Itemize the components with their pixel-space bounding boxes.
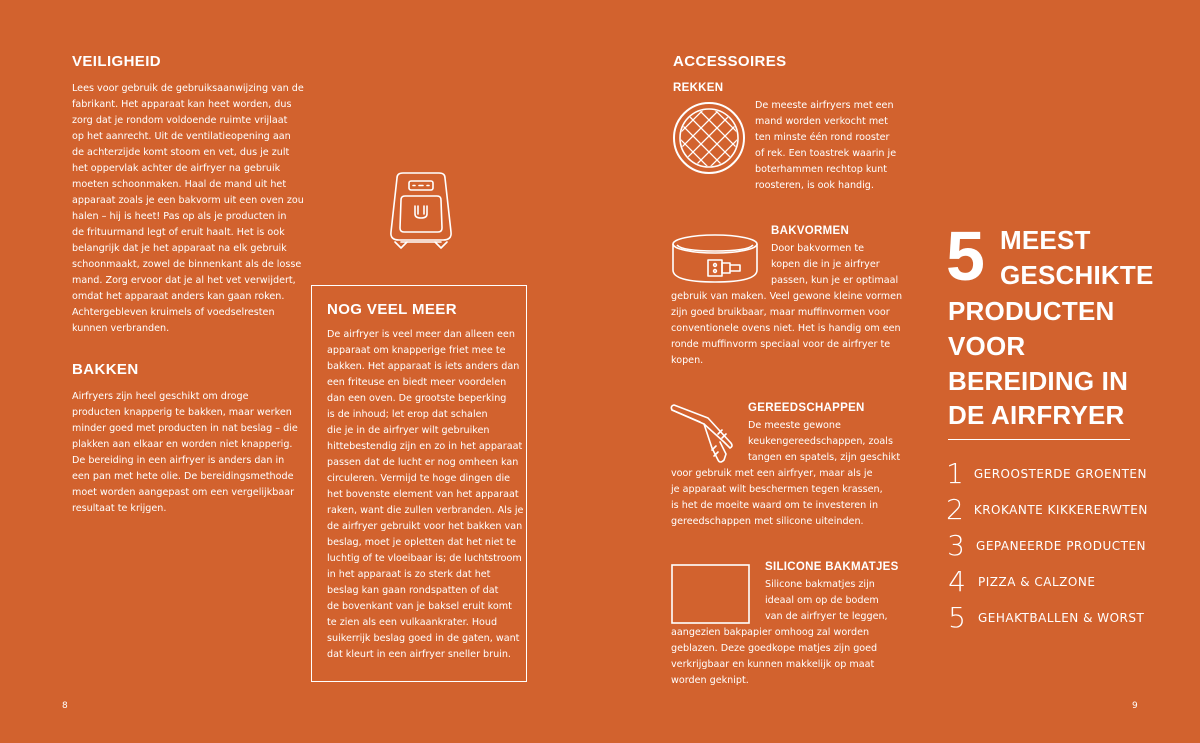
- list-item: [946, 492, 1146, 528]
- page-number-right: 9: [1132, 701, 1138, 711]
- nog-veel-meer-heading: NOG VEEL MEER: [327, 301, 457, 318]
- text-line: passen, kun je er optimaal: [771, 275, 899, 286]
- text-line: is het de moeite waard om te investeren in: [671, 500, 879, 511]
- text-line: circuleren. Vermijd te hoge dingen die: [327, 473, 511, 484]
- text-line: dat kleurt in een airfryer sneller bruin.: [327, 649, 511, 660]
- text-line: geblazen. Deze goedkope matjes zijn goed: [671, 643, 878, 654]
- list-item-number: 5: [948, 601, 966, 634]
- page-number-left: 8: [62, 701, 68, 711]
- text-line: ronde muffinvorm speciaal voor de airfryer te: [671, 339, 891, 350]
- text-line: keukengereedschappen, zoals: [748, 436, 893, 447]
- list-item-label: KROKANTE KIKKERERWTEN: [973, 503, 1148, 517]
- bakvormen-body-short: [771, 241, 921, 289]
- text-line: verkrijgbaar en kunnen makkelijk op maat: [671, 659, 875, 670]
- text-line: Door bakvormen te: [771, 243, 865, 254]
- text-line: kopen.: [671, 355, 704, 366]
- top5-big-number: 5: [946, 217, 985, 295]
- text-line: of rek. Een toastrek waarin je: [755, 148, 897, 159]
- top5-list: [946, 456, 1146, 636]
- top5-title-line6: DE AIRFRYER: [948, 400, 1125, 430]
- text-line: moeten schoonmaken. Haal de mand uit het: [72, 179, 287, 190]
- silicone-body-full: [671, 625, 901, 689]
- text-line: moet worden aangepast om een vergelijkbaar: [72, 487, 295, 498]
- gereedschappen-body-full: [671, 466, 901, 530]
- text-line: belangrijk dat je het apparaat na elk gebruik: [72, 243, 287, 254]
- text-line: kopen die in je airfryer: [771, 259, 880, 270]
- text-line: mand worden verkocht met: [755, 116, 888, 127]
- text-line: zorg dat je rondom voldoende ruimte vrijlaat: [72, 115, 288, 126]
- text-line: je apparaat wilt beschermen tegen krassen,: [671, 484, 883, 495]
- text-line: die je in de airfryer wilt gebruiken: [327, 425, 490, 436]
- list-item: [946, 600, 1146, 636]
- airfryer-icon: [385, 170, 457, 250]
- text-line: het oppervlak achter de airfryer na gebruik: [72, 163, 281, 174]
- text-line: ideaal om op de bodem: [765, 595, 879, 606]
- text-line: ten minste één rond rooster: [755, 132, 890, 143]
- top5-title-line3: PRODUCTEN: [948, 296, 1115, 326]
- text-line: Silicone bakmatjes zijn: [765, 579, 875, 590]
- text-line: van de airfryer te leggen,: [765, 611, 888, 622]
- text-line: Airfryers zijn heel geschikt om droge: [72, 391, 249, 402]
- text-line: in het apparaat is zo sterk dat het: [327, 569, 491, 580]
- bakvormen-body-full: [671, 289, 901, 369]
- text-line: worden geknipt.: [671, 675, 749, 686]
- list-item: [946, 564, 1146, 600]
- text-line: omdat het apparaat anders kan gaan roken.: [72, 291, 285, 302]
- text-line: De airfryer is veel meer dan alleen een: [327, 329, 515, 340]
- list-item: [946, 528, 1146, 564]
- text-line: bakken. Het apparaat is iets anders dan: [327, 361, 520, 372]
- bakken-body: [72, 389, 312, 517]
- gereedschappen-heading: GEREEDSCHAPPEN: [748, 402, 865, 414]
- text-line: te zien als een vulkaankrater. Houd: [327, 617, 498, 628]
- list-item-label: GEPANEERDE PRODUCTEN: [976, 539, 1146, 553]
- text-line: De meeste airfryers met een: [755, 100, 894, 111]
- text-line: een friteuse en biedt meer voordelen: [327, 377, 507, 388]
- list-item-number: 3: [947, 529, 965, 562]
- text-line: gereedschappen met silicone uiteinden.: [671, 516, 864, 527]
- top5-title-line5: BEREIDING IN: [948, 366, 1129, 396]
- nog-veel-meer-body: [327, 327, 522, 663]
- bakken-heading: BAKKEN: [72, 361, 139, 378]
- gereedschappen-body-short: [748, 418, 908, 466]
- text-line: halen – hij is heet! Pas op als je producten in: [72, 211, 287, 222]
- list-item-number: 4: [948, 565, 966, 598]
- text-line: apparaat zoals je een bakvorm uit een oven zou: [72, 195, 304, 206]
- text-line: aangezien bakpapier omhoog zal worden: [671, 627, 870, 638]
- list-item-label: GEHAKTBALLEN & WORST: [978, 611, 1145, 625]
- text-line: schoonmaakt, zowel de binnenkant als de losse: [72, 259, 302, 270]
- text-line: apparaat om knapperige friet mee te: [327, 345, 506, 356]
- text-line: plakken aan elkaar en worden niet knapperig.: [72, 439, 293, 450]
- text-line: de frituurmand legt of eruit haalt. Het is ook: [72, 227, 285, 238]
- text-line: Lees voor gebruik de gebruiksaanwijzing van de: [72, 83, 304, 94]
- text-line: voor gebruik met een airfryer, maar als je: [671, 468, 873, 479]
- text-line: de achterzijde komt stoom en vet, dus je zult: [72, 147, 290, 158]
- nog-veel-meer-box: [311, 285, 527, 682]
- rekken-body: [755, 98, 915, 194]
- baking-mat-icon: [671, 564, 751, 626]
- list-item-label: GEROOSTERDE GROENTEN: [973, 467, 1147, 481]
- text-line: op het aanrecht. Uit de ventilatieopening aan: [72, 131, 291, 142]
- text-line: de bovenkant van je baksel eruit komt: [327, 601, 512, 612]
- text-line: beslag, moet je opletten dat het niet te: [327, 537, 517, 548]
- text-line: fabrikant. Het apparaat kan heet worden, dus: [72, 99, 292, 110]
- text-line: zijn goed bruikbaar, maar muffinvormen voor: [671, 307, 890, 318]
- text-line: hittebestendig zijn en zo in het apparaat: [327, 441, 523, 452]
- text-line: De meeste gewone: [748, 420, 841, 431]
- top5-divider: [948, 439, 1130, 440]
- text-line: tangen en spatels, zijn geschikt: [748, 452, 901, 463]
- top5-title-line2: GESCHIKTE: [1000, 260, 1154, 290]
- text-line: De bereiding in een airfryer is anders dan in: [72, 455, 285, 466]
- list-item-label: PIZZA & CALZONE: [978, 575, 1096, 589]
- silicone-body-short: [765, 577, 915, 625]
- text-line: een pan met hete olie. De bereidingsmethode: [72, 471, 294, 482]
- text-line: kunnen verbranden.: [72, 323, 170, 334]
- text-line: is de inhoud; let erop dat schalen: [327, 409, 488, 420]
- list-item-number: 1: [946, 457, 964, 490]
- rekken-heading: REKKEN: [673, 82, 724, 94]
- text-line: boterhammen rechtop kunt: [755, 164, 888, 175]
- text-line: dan een oven. De grootste beperking: [327, 393, 507, 404]
- text-line: passen dat de lucht er nog omheen kan: [327, 457, 519, 468]
- veiligheid-heading: VEILIGHEID: [72, 53, 162, 70]
- text-line: roosteren, is ook handig.: [755, 180, 874, 191]
- list-item-number: 2: [946, 493, 964, 526]
- cake-tin-icon: [670, 232, 764, 288]
- text-line: mand. Zorg ervoor dat je al het vet verwijdert,: [72, 275, 296, 286]
- text-line: suikerrijk beslag goed in de gaten, want: [327, 633, 520, 644]
- text-line: gebruik van maken. Veel gewone kleine vormen: [671, 291, 903, 302]
- text-line: conventionele ovens niet. Het is handig om een: [671, 323, 901, 334]
- text-line: Achtergebleven kruimels of voedselresten: [72, 307, 275, 318]
- bakvormen-heading: BAKVORMEN: [771, 225, 850, 237]
- accessoires-heading: ACCESSOIRES: [673, 53, 787, 70]
- text-line: luchtig of te vloeibaar is; de luchtstroom: [327, 553, 522, 564]
- text-line: raken, want die zullen verbranden. Als je: [327, 505, 524, 516]
- rack-icon: [671, 100, 747, 176]
- top5-title-line4: VOOR: [948, 331, 1026, 361]
- text-line: beslag kan gaan rondspatten of dat: [327, 585, 499, 596]
- tongs-icon: [668, 402, 738, 464]
- silicone-heading: SILICONE BAKMATJES: [765, 561, 899, 573]
- text-line: minder goed met producten in nat beslag – die: [72, 423, 298, 434]
- list-item: [946, 456, 1146, 492]
- text-line: het bovenste element van het apparaat: [327, 489, 519, 500]
- text-line: producten knapperig te bakken, maar werken: [72, 407, 292, 418]
- text-line: de airfryer gebruikt voor het bakken van: [327, 521, 523, 532]
- text-line: resultaat te krijgen.: [72, 503, 167, 514]
- veiligheid-body: [72, 81, 312, 337]
- top5-title-line1: MEEST: [1000, 225, 1091, 255]
